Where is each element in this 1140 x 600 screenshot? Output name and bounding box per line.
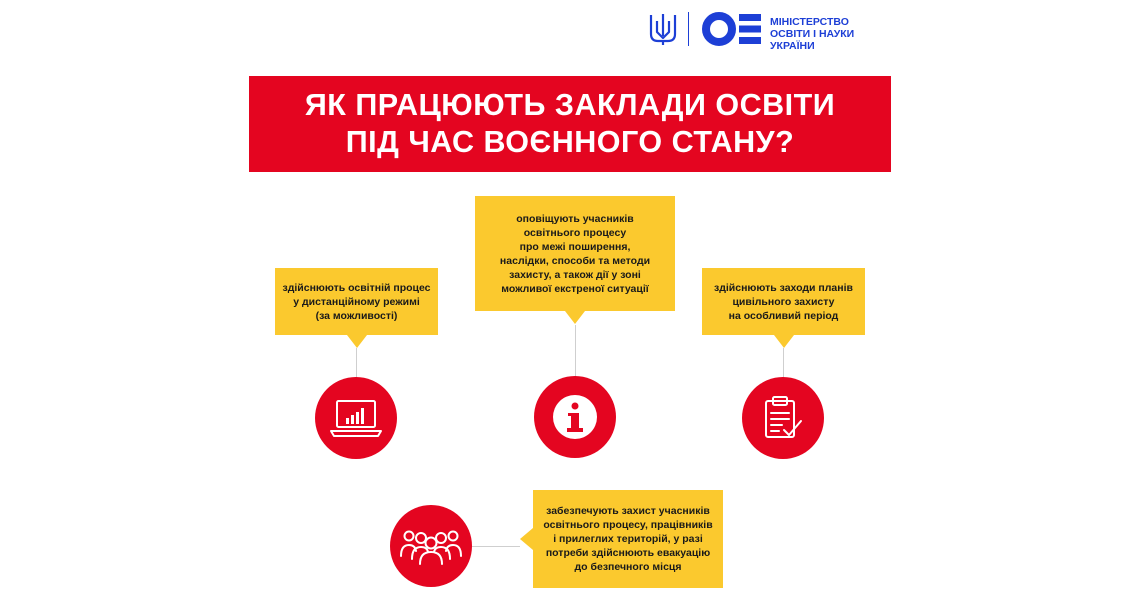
connector-line (783, 348, 784, 378)
connector-line (472, 546, 520, 547)
title-line: ПІД ЧАС ВОЄННОГО СТАНУ? (345, 125, 795, 159)
callout-distance-learning (275, 268, 438, 335)
title-line: ЯК ПРАЦЮЮТЬ ЗАКЛАДИ ОСВІТИ (304, 88, 836, 122)
mon-logo-mark-icon (701, 11, 765, 47)
ministry-name (770, 16, 880, 52)
info-icon (548, 390, 602, 444)
connector-line (575, 325, 576, 377)
callout-civil-defense (702, 268, 865, 335)
callout-text: здійснюють освітній процес у дистанційному режимі (за можливості) (282, 281, 431, 322)
connector-line (356, 348, 357, 378)
group-people-icon (399, 526, 463, 566)
icon-circle-info (534, 376, 616, 458)
callout-notification (475, 196, 675, 311)
ministry-name-line: ОСВІТИ І НАУКИ (770, 28, 855, 40)
icon-circle-laptop (315, 377, 397, 459)
title-banner (249, 76, 891, 172)
ministry-name-line: МІНІСТЕРСТВО (770, 16, 849, 28)
logo-separator (688, 12, 689, 46)
clipboard-check-icon (760, 394, 806, 442)
icon-circle-clipboard (742, 377, 824, 459)
icon-circle-group (390, 505, 472, 587)
callout-protection (533, 490, 723, 588)
ministry-name-line: УКРАЇНИ (770, 40, 815, 52)
callout-text: здійснюють заходи планів цивільного захисту на особливий період (713, 281, 853, 322)
ministry-logo (648, 8, 878, 50)
laptop-chart-icon (329, 398, 383, 438)
trident-icon (648, 12, 678, 46)
callout-text: забезпечують захист учасників освітнього процесу, працівників і прилеглих територій, у разі потреби здійснюють евакуацію до безпечного місця (543, 505, 713, 573)
callout-text: оповіщують учасників освітнього процесу про межі поширення, наслідки, способи та методи захисту, а також дії у зоні можливої екстреної ситуації (499, 212, 651, 295)
